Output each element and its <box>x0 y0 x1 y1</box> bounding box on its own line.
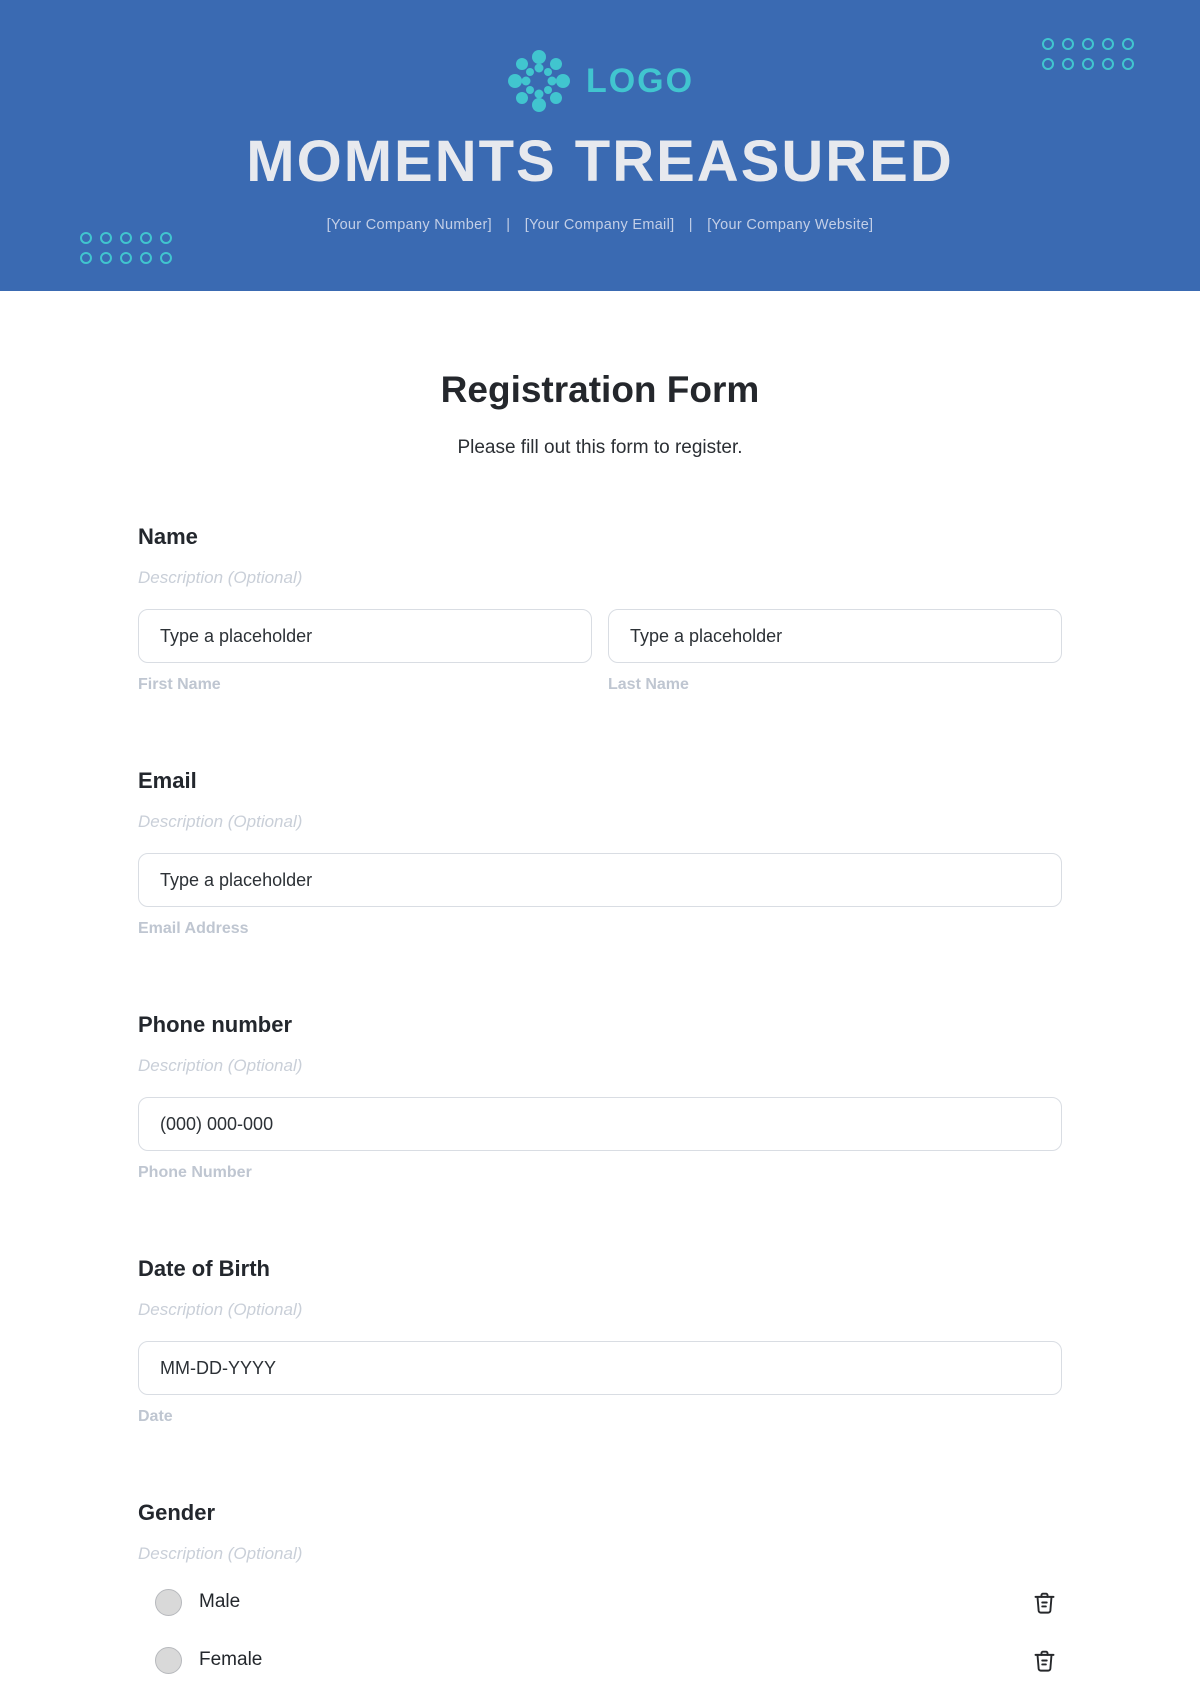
company-website: [Your Company Website] <box>707 217 874 233</box>
company-contact-line <box>0 217 1200 233</box>
name-section-label: Name <box>138 524 198 549</box>
company-email: [Your Company Email] <box>524 217 675 233</box>
gender-section-description: Description (Optional) <box>138 1544 303 1563</box>
delete-male-option-button[interactable] <box>1031 1589 1058 1616</box>
dots-decoration-bottom-left <box>80 232 172 264</box>
gender-section <box>138 1499 1062 1675</box>
first-name-sublabel: First Name <box>138 676 221 693</box>
dob-input[interactable] <box>138 1341 1062 1395</box>
first-name-input[interactable] <box>138 609 592 663</box>
contact-separator: | <box>688 217 693 233</box>
gender-option-male-label: Male <box>199 1591 241 1612</box>
logo-row <box>0 0 1200 114</box>
phone-section <box>138 1011 1062 1183</box>
gender-option-female-row <box>138 1645 1062 1675</box>
dob-sublabel: Date <box>138 1408 173 1425</box>
last-name-input[interactable] <box>608 609 1062 663</box>
name-section <box>138 523 1062 695</box>
phone-section-label: Phone number <box>138 1012 293 1037</box>
email-section-label: Email <box>138 768 197 793</box>
logo-icon <box>506 48 572 114</box>
trash-icon <box>1031 1604 1058 1619</box>
registration-form <box>138 291 1062 1675</box>
gender-option-male-row <box>138 1587 1062 1617</box>
logo-text: LOGO <box>585 61 695 100</box>
dob-section-label: Date of Birth <box>138 1256 270 1281</box>
company-number: [Your Company Number] <box>326 217 492 233</box>
phone-input[interactable] <box>138 1097 1062 1151</box>
email-input[interactable] <box>138 853 1062 907</box>
contact-separator: | <box>506 217 511 233</box>
email-sublabel: Email Address <box>138 920 249 937</box>
dots-decoration-top-right <box>1042 38 1134 70</box>
form-title: Registration Form <box>440 369 760 410</box>
header-banner <box>0 0 1200 291</box>
trash-icon <box>1031 1662 1058 1677</box>
gender-section-label: Gender <box>138 1500 216 1525</box>
company-name: MOMENTS TREASURED <box>246 129 954 194</box>
name-section-description: Description (Optional) <box>138 568 303 587</box>
gender-option-female-label: Female <box>199 1649 263 1670</box>
gender-radio-female[interactable] <box>155 1647 182 1674</box>
phone-section-description: Description (Optional) <box>138 1056 303 1075</box>
dob-section <box>138 1255 1062 1427</box>
phone-sublabel: Phone Number <box>138 1164 252 1181</box>
form-subtitle: Please fill out this form to register. <box>457 437 743 458</box>
last-name-sublabel: Last Name <box>608 676 689 693</box>
gender-radio-male[interactable] <box>155 1589 182 1616</box>
delete-female-option-button[interactable] <box>1031 1647 1058 1674</box>
email-section <box>138 767 1062 939</box>
dob-section-description: Description (Optional) <box>138 1300 303 1319</box>
email-section-description: Description (Optional) <box>138 812 303 831</box>
